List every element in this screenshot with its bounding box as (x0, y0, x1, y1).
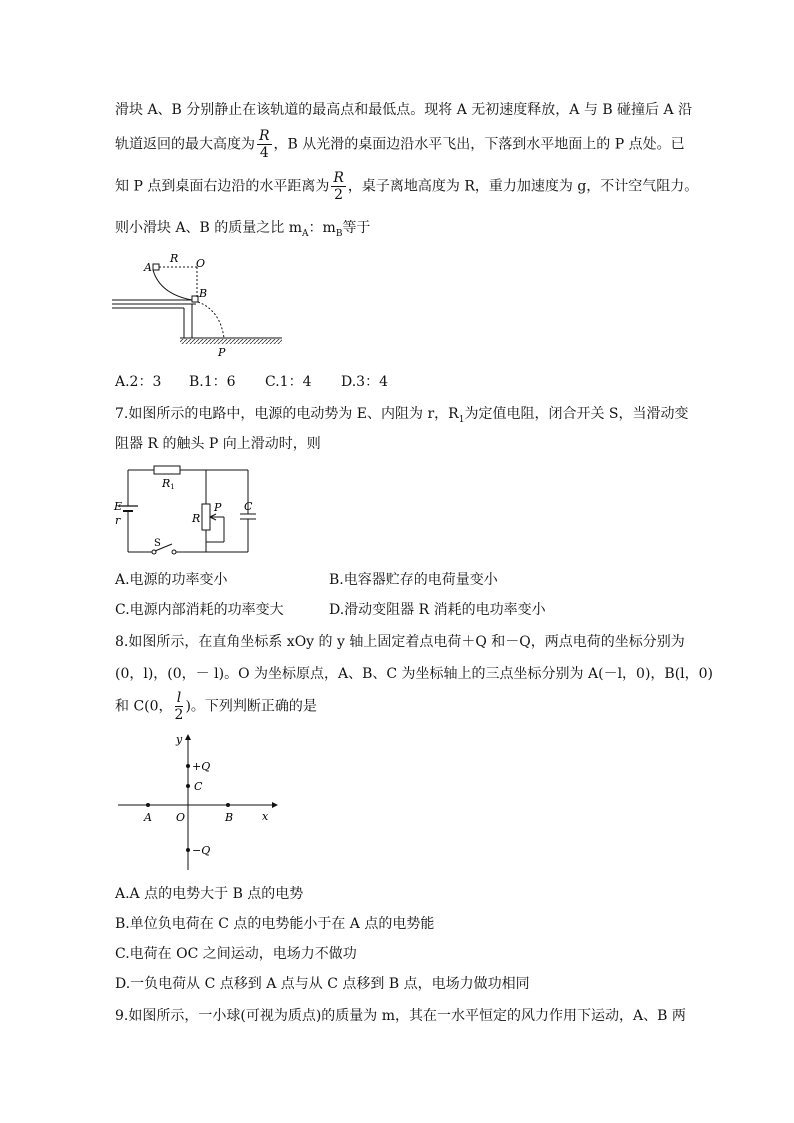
p7-option-a[interactable]: A.电源的功率变小 (115, 572, 228, 588)
p6-line3-b: ，桌子离地高度为 R，重力加速度为 g，不计空气阻力。 (347, 178, 699, 195)
p6-line2-a: 轨道返回的最大高度为 (115, 136, 255, 153)
label-b: B (199, 287, 208, 300)
point-b (226, 803, 230, 807)
p6-line2 (115, 128, 685, 161)
ground-hatch (180, 339, 282, 344)
label-a: A (144, 811, 152, 824)
p6-line3-a: 知 P 点到桌面右边沿的水平距离为 (115, 178, 330, 195)
p8-option-c[interactable]: C.电荷在 OC 之间运动，电场力不做功 (115, 946, 357, 962)
coordinate-figure (112, 732, 282, 872)
label-x: x (262, 810, 269, 823)
y-axis-arrow (185, 734, 191, 740)
label-e: E (114, 500, 123, 513)
label-a: A (144, 261, 152, 274)
p9-line1: 9.如图所示，一小球(可视为质点)的质量为 m，其在一水平恒定的风力作用下运动，A、B 两 (115, 1008, 686, 1024)
label-p: P (214, 501, 222, 514)
p7-option-c[interactable]: C.电源内部消耗的功率变大 (115, 602, 284, 618)
p6-option-c[interactable]: C.1：4 (265, 374, 312, 390)
quarter-arc-track (153, 270, 192, 300)
label-r: r (115, 514, 121, 527)
label-plus-q: +Q (192, 760, 211, 773)
p8-line1: 8.如图所示，在直角坐标系 xOy 的 y 轴上固定着点电荷＋Q 和－Q，两点电荷的坐标分别为 (115, 634, 685, 650)
resistor-r1 (154, 466, 180, 474)
charge-minus-q (186, 848, 190, 852)
p7-option-b[interactable]: B.电容器贮存的电荷量变小 (329, 572, 498, 588)
fraction-l-over-2: $\frac{l}{2}$ (174, 690, 184, 723)
label-p: P (218, 346, 226, 359)
switch-contact-right (172, 550, 176, 554)
p8-line3: 和 C(0， $\frac{l}{2}$ )。下列判断正确的是 (115, 690, 317, 723)
p8-line2: (0，l)，(0，－ l)。O 为坐标原点，A、B、C 为坐标轴上的三点坐标分别为 A(－l，0)，B(l，0) (115, 666, 714, 682)
p8-option-b[interactable]: B.单位负电荷在 C 点的电势能小于在 A 点的电势能 (115, 916, 435, 932)
label-b: B (225, 811, 234, 824)
label-c: C (244, 500, 253, 513)
p6-line2-b: ，B 从光滑的桌面边沿水平飞出，下落到水平地面上的 P 点处。已 (273, 136, 685, 153)
charge-plus-q (186, 764, 190, 768)
fraction-r-over-2: $\frac{R}{2}$ (333, 170, 344, 203)
label-o: O (196, 257, 206, 270)
p8-option-d[interactable]: D.一负电荷从 C 点移到 A 点与从 C 点移到 B 点，电场力做功相同 (115, 976, 530, 992)
p7-line2: 阻器 R 的触头 P 向上滑动时，则 (115, 436, 321, 452)
point-c (186, 784, 190, 788)
circuit-figure (112, 462, 262, 558)
label-c: C (194, 780, 203, 793)
label-minus-q: −Q (192, 844, 211, 857)
p6-line3 (115, 170, 698, 203)
rheostat-r (202, 504, 210, 530)
label-s: S (154, 538, 161, 549)
projectile-path (198, 302, 224, 338)
label-r: R (170, 252, 179, 265)
track-table-figure (112, 250, 292, 362)
p6-line1: 滑块 A、B 分别静止在该轨道的最高点和最低点。现将 A 无初速度释放，A 与 B 碰撞后 A 沿 (115, 102, 693, 118)
label-y: y (176, 733, 183, 746)
p8-option-a[interactable]: A.A 点的电势大于 B 点的电势 (115, 886, 304, 902)
p6-line4: 则小滑块 A、B 的质量之比 $m_A$：$m_B$等于 (115, 220, 371, 239)
p6-option-d[interactable]: D.3：4 (341, 374, 388, 390)
p7-line1: 7.如图所示的电路中，电源的电动势为 E、内阻为 r，$R_1$为定值电阻，闭合开关 S，当滑动变 (115, 406, 689, 425)
p6-option-b[interactable]: B.1：6 (189, 374, 236, 390)
label-r1: R1 (162, 477, 175, 491)
p6-option-a[interactable]: A.2：3 (115, 374, 162, 390)
label-o: O (176, 811, 186, 824)
fraction-r-over-4: $\frac{R}{4}$ (259, 128, 270, 161)
label-rheostat: R (192, 512, 201, 525)
block-a (153, 264, 159, 270)
p7-option-d[interactable]: D.滑动变阻器 R 消耗的电功率变小 (329, 602, 546, 618)
point-a (146, 803, 150, 807)
x-axis-arrow (272, 802, 278, 808)
